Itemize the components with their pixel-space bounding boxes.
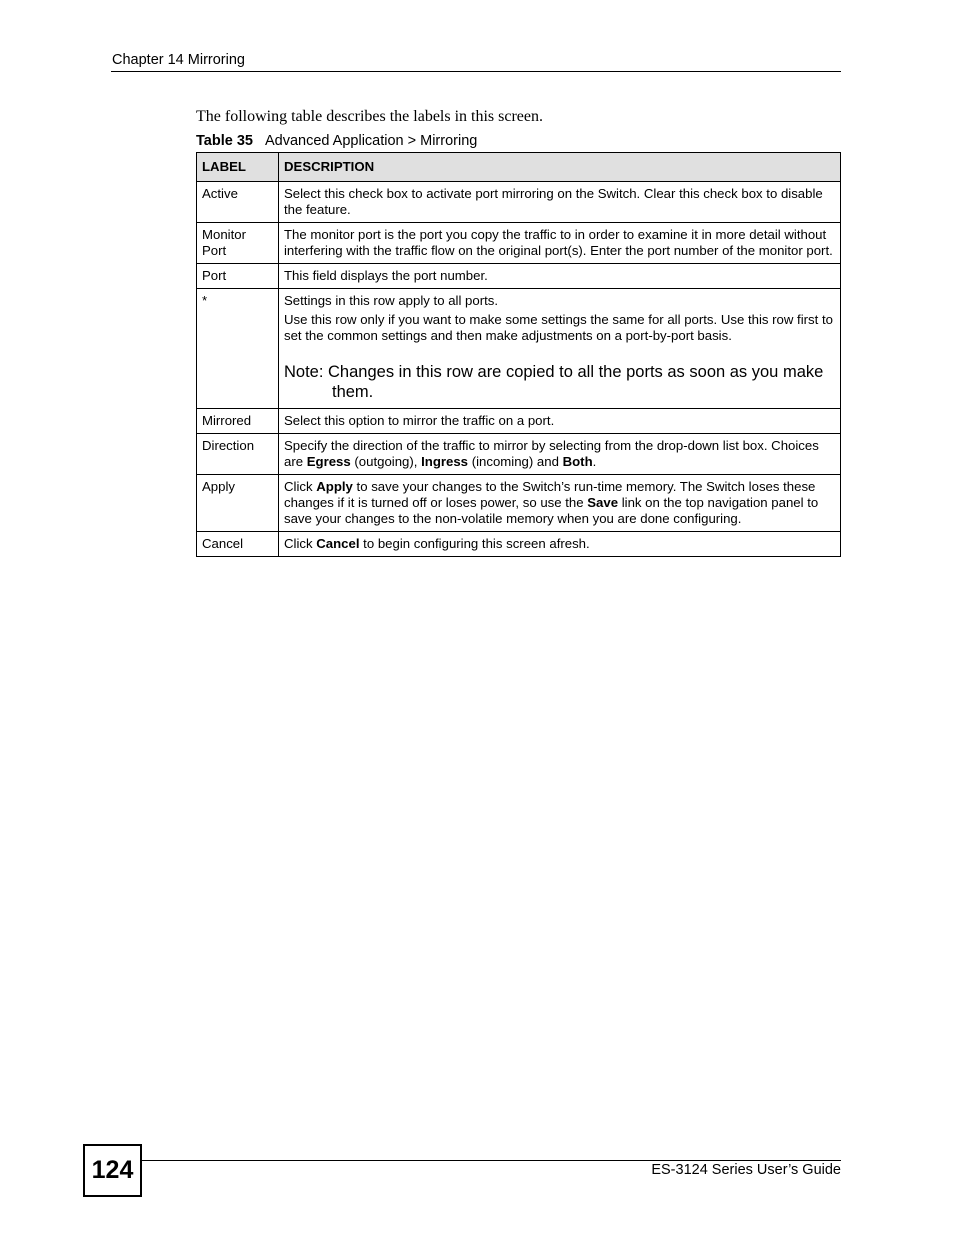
description-text: Specify the direction of the traffic to mirror by selecting from the drop-down list box. Choices are [284, 438, 819, 469]
row-description [279, 409, 841, 434]
ui-term: Apply [316, 479, 353, 494]
page-number: 124 [91, 1156, 134, 1184]
row-label: Mirrored [197, 409, 279, 434]
description-text: to save your changes to the Switch’s run-time memory. The Switch loses these changes if it is turned off or loses power, so use the [284, 479, 816, 510]
row-description [279, 532, 841, 557]
table-row [197, 223, 841, 264]
table-row [197, 532, 841, 557]
page-number-box [83, 1144, 142, 1197]
description-text: (outgoing), [350, 454, 422, 469]
description-text: Click [284, 479, 317, 494]
chapter-header: Chapter 14 Mirroring [112, 52, 245, 68]
table-row [197, 409, 841, 434]
row-label: Direction [197, 434, 279, 475]
table-row [197, 475, 841, 532]
row-description [279, 475, 841, 532]
row-description [279, 264, 841, 289]
description-paragraph: Select this option to mirror the traffic on a port. [284, 413, 555, 428]
label-column-header: LABEL [197, 153, 279, 182]
table-title: Advanced Application > Mirroring [264, 133, 478, 149]
footer-rule [140, 1160, 841, 1161]
description-text: Click [284, 536, 317, 551]
table-row [197, 289, 841, 409]
description-paragraph [284, 479, 834, 527]
table-number: Table 35 [196, 133, 253, 149]
row-label: Active [197, 182, 279, 223]
ui-term: Egress [306, 454, 351, 469]
table-row [197, 434, 841, 475]
description-column-header: DESCRIPTION [279, 153, 841, 182]
description-text: (incoming) and [468, 454, 563, 469]
row-description [279, 223, 841, 264]
description-paragraph: The monitor port is the port you copy the traffic to in order to examine it in more detail without interfering with the traffic flow on the original port(s). Enter the port number of the monitor port. [284, 227, 833, 258]
header-rule [111, 71, 841, 72]
table-header-row [197, 153, 841, 182]
description-paragraph [284, 438, 834, 470]
row-label: Monitor Port [197, 223, 279, 264]
row-label: * [197, 289, 279, 409]
table-row [197, 182, 841, 223]
description-paragraph [284, 536, 834, 552]
row-label: Port [197, 264, 279, 289]
table-caption [196, 133, 477, 149]
row-label: Cancel [197, 532, 279, 557]
row-description [279, 289, 841, 409]
description-text: to begin configuring this screen afresh. [359, 536, 590, 551]
row-label: Apply [197, 475, 279, 532]
row-description [279, 434, 841, 475]
label-description-table [196, 152, 841, 557]
ui-term: Ingress [421, 454, 469, 469]
ui-term: Cancel [316, 536, 360, 551]
row-description [279, 182, 841, 223]
description-paragraph: Use this row only if you want to make some settings the same for all ports. Use this row first to set the common settings and then make adjustments on a port-by-port basis. [284, 312, 833, 343]
description-paragraph: Select this check box to activate port mirroring on the Switch. Clear this check box to disable the feature. [284, 186, 823, 217]
ui-term: Save [587, 495, 619, 510]
description-text: link on the top navigation panel to save your changes to the non-volatile memory when you are done configuring. [284, 495, 819, 526]
description-text: . [592, 454, 597, 469]
ui-term: Both [562, 454, 593, 469]
description-paragraph: Settings in this row apply to all ports. [284, 293, 499, 308]
description-paragraph: This field displays the port number. [284, 268, 488, 283]
intro-paragraph: The following table describes the labels in this screen. [196, 108, 544, 125]
guide-title: ES-3124 Series User’s Guide [651, 1162, 841, 1178]
note: Note: Changes in this row are copied to all the ports as soon as you make them. [284, 363, 824, 401]
table-body [197, 182, 841, 557]
table-row [197, 264, 841, 289]
